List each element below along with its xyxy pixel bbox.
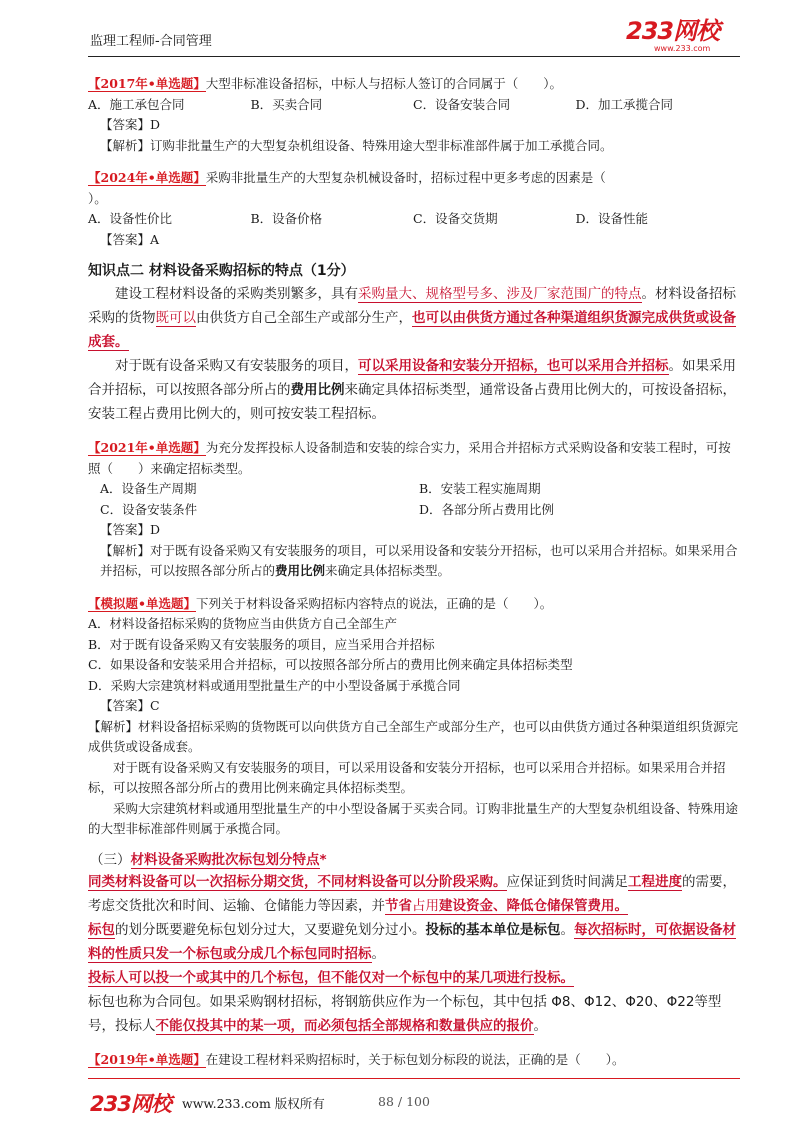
answer: 【答案】A bbox=[100, 231, 160, 247]
option-c: C．设备安装条件 bbox=[100, 501, 198, 517]
question-stem-end: ）。 bbox=[88, 190, 107, 206]
option-a: A．设备生产周期 bbox=[100, 481, 197, 496]
question-tag: 【2019年•单选题】 bbox=[88, 1051, 206, 1067]
logo-text: 233网校 bbox=[626, 17, 720, 45]
question-2024 bbox=[88, 168, 738, 209]
footer-logo[interactable]: 233网校 bbox=[90, 1092, 171, 1116]
paragraph: 同类材料设备可以一次招标分期交货，不同材料设备可以分阶段采购。应保证到货时间满足工程进度的需要，考虑交货批次和时间、运输、仓储能力等因素，并节省占用建设资金、降低仓储保管费用。 bbox=[88, 873, 736, 914]
paragraph: 对于既有设备采购又有安装服务的项目，可以采用设备和安装分开招标，也可以采用合并招标。如果采用合并招标，可以按照各部分所占的费用比例来确定具体招标类型，通常设备占费用比例大的，可按设备招标，安装工程占费用比例大的，则可按安装工程招标。 bbox=[88, 358, 736, 422]
section-title: 知识点二 材料设备采购招标的特点（1分） bbox=[88, 263, 355, 279]
answer: 【答案】D bbox=[100, 117, 161, 132]
analysis: 对于既有设备采购又有安装服务的项目，可以采用设备和安装分开招标，也可以采用合并招标。如果采用合并招标，可以按照各部分所占的费用比例来确定具体招标类型。 bbox=[88, 759, 726, 795]
option-c: C．设备安装合同 bbox=[413, 96, 511, 112]
option-b: B．买卖合同 bbox=[250, 96, 323, 112]
question-tag: 【2024年•单选题】 bbox=[88, 170, 206, 185]
option-b: B．设备价格 bbox=[250, 211, 323, 226]
footer-divider bbox=[88, 1078, 740, 1079]
paragraph: 标包也称为合同包。如果采购钢材招标，将钢筋供应作为一个标包，其中包括 Φ8、Φ12、Φ20、Φ22等型号，投标人不能仅投其中的某一项，而必须包括全部规格和数量供应的报价。 bbox=[88, 993, 722, 1034]
option-d: D．采购大宗建筑材料或通用型批量生产的中小型设备属于承揽合同 bbox=[88, 677, 461, 693]
question-tag: 【2017年•单选题】 bbox=[88, 76, 206, 91]
analysis: 【解析】材料设备招标采购的货物既可以向供货方自己全部生产或部分生产，也可以由供货方通过各种渠道组织货源完成供货或设备成套。 bbox=[88, 718, 739, 754]
option-d: D．设备性能 bbox=[575, 211, 649, 226]
option-a: A．施工承包合同 bbox=[88, 96, 185, 112]
options-row bbox=[88, 95, 738, 116]
option-d: D．加工承揽合同 bbox=[575, 96, 674, 112]
question-stem: 在建设工程材料采购招标时，关于标包划分标段的说法，正确的是（ ）。 bbox=[205, 1051, 625, 1067]
header-title: 监理工程师-合同管理 bbox=[90, 34, 212, 49]
footer-copyright: www.233.com 版权所有 bbox=[182, 1096, 325, 1111]
page-content bbox=[88, 74, 738, 1070]
paragraph: 建设工程材料设备的采购类别繁多，具有采购量大、规格型号多、涉及厂家范围广的特点。材料设备招标采购的货物既可以由供货方自己全部生产或部分生产，也可以由供货方通过各种渠道组织货源完成供货或设备成套。 bbox=[88, 286, 736, 350]
question-2019 bbox=[88, 1050, 738, 1071]
header-divider bbox=[88, 56, 740, 57]
option-c: C．如果设备和安装采用合并招标，可以按照各部分所占的费用比例来确定具体招标类型 bbox=[88, 657, 573, 672]
brand-logo[interactable] bbox=[626, 18, 741, 58]
answer: 【答案】C bbox=[100, 698, 160, 713]
analysis: 采购大宗建筑材料或通用型批量生产的中小型设备属于买卖合同。订购非批量生产的大型复杂机组设备、特殊用途的大型非标准部件则属于承揽合同。 bbox=[88, 800, 739, 836]
question-2017 bbox=[88, 74, 738, 95]
paragraph: 投标人可以投一个或其中的几个标包，但不能仅对一个标包中的某几项进行投标。 bbox=[88, 969, 574, 986]
question-stem: 下列关于材料设备采购招标内容特点的说法，正确的是（ ）。 bbox=[196, 595, 553, 611]
option-b: B．安装工程实施周期 bbox=[419, 481, 541, 496]
option-b: B．对于既有设备采购又有安装服务的项目，应当采用合并招标 bbox=[88, 636, 435, 652]
question-mock bbox=[88, 594, 738, 615]
option-a: A．设备性价比 bbox=[88, 211, 173, 226]
question-stem: 采购非批量生产的大型复杂机械设备时，招标过程中更多考虑的因素是（ bbox=[205, 170, 606, 185]
options-row bbox=[88, 209, 738, 230]
option-c: C．设备交货期 bbox=[413, 211, 498, 226]
question-stem: 为充分发挥投标人设备制造和安装的综合实力，采用合并招标方式采购设备和安装工程时，可按照（ ）来确定招标类型。 bbox=[88, 440, 731, 476]
question-2021 bbox=[88, 438, 738, 479]
logo-url: www.233.com bbox=[654, 44, 711, 53]
question-stem: 大型非标准设备招标，中标人与招标人签订的合同属于（ ）。 bbox=[205, 76, 563, 91]
question-tag: 【模拟题•单选题】 bbox=[88, 595, 196, 611]
question-tag: 【2021年•单选题】 bbox=[88, 440, 206, 455]
option-d: D．各部分所占费用比例 bbox=[419, 501, 555, 517]
analysis: 【解析】对于既有设备采购又有安装服务的项目，可以采用设备和安装分开招标，也可以采用合并招标。如果采用合并招标，可以按照各部分所占的费用比例来确定具体招标类型。 bbox=[100, 542, 738, 578]
subsection-title: （三）材料设备采购批次标包划分特点* bbox=[90, 851, 327, 868]
answer: 【答案】D bbox=[100, 522, 161, 537]
option-a: A．材料设备招标采购的货物应当由供货方自己全部生产 bbox=[88, 616, 398, 631]
paragraph: 标包的划分既要避免标包划分过大，又要避免划分过小。投标的基本单位是标包。每次招标时，可依据设备材料的性质只发一个标包或分成几个标包同时招标。 bbox=[88, 921, 736, 962]
page-number: 88 / 100 bbox=[378, 1094, 430, 1109]
analysis: 【解析】订购非批量生产的大型复杂机组设备、特殊用途大型非标准部件属于加工承揽合同。 bbox=[100, 137, 613, 153]
options-grid bbox=[88, 479, 738, 520]
